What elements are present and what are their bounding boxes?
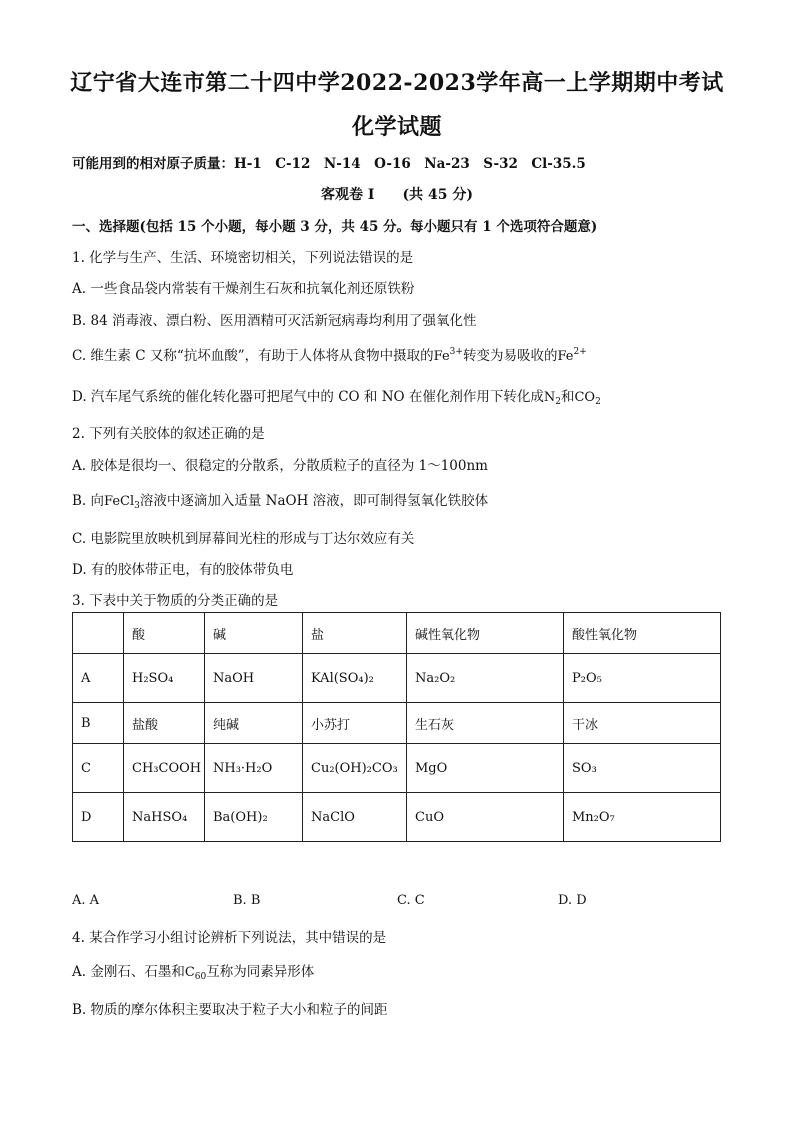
- fe2-formula: $Fe^{2+}$: [557, 347, 587, 364]
- n2-formula: $N_2$: [543, 390, 561, 407]
- table-cell: B: [73, 703, 124, 744]
- co2-formula: $CO_2$: [574, 390, 601, 407]
- table-header-row: [73, 613, 721, 654]
- table-cell: C: [73, 744, 124, 793]
- section-title: 客观卷 I (共 45 分): [321, 187, 473, 203]
- table-header-cell: [73, 613, 124, 654]
- q3-answer-b: B. B: [233, 893, 261, 908]
- q3-stem: 3. 下表中关于物质的分类正确的是: [72, 593, 279, 609]
- table-row: [73, 654, 721, 703]
- atomic-masses: 可能用到的相对原子质量：H-1 C-12 N-14 O-16 Na-23 S-32 Cl-35.5: [72, 156, 586, 172]
- table-cell: 纯碱: [205, 703, 303, 744]
- exam-title: 辽宁省大连市第二十四中学2022-2023学年高一上学期期中考试: [70, 70, 724, 96]
- q3-answer-c: C. C: [397, 893, 425, 908]
- q1-option-d-text: D. 汽车尾气系统的催化转化器可把尾气中的 CO 和 NO 在催化剂作用下转化成: [72, 389, 544, 405]
- table-cell: 盐酸: [124, 703, 205, 744]
- table-cell: Mn₂O₇: [564, 793, 721, 842]
- table-cell: NaHSO₄: [124, 793, 205, 842]
- part-instructions: 一、选择题(包括 15 个小题，每小题 3 分，共 45 分。每小题只有 1 个选项符合题意): [72, 219, 598, 235]
- table-cell: 小苏打: [303, 703, 407, 744]
- table-cell: SO₃: [564, 744, 721, 793]
- classification-table: [72, 612, 721, 842]
- table-cell: Ba(OH)₂: [205, 793, 303, 842]
- q2-option-d: D. 有的胶体带正电，有的胶体带负电: [72, 562, 294, 578]
- table-cell: A: [73, 654, 124, 703]
- table-cell: CuO: [407, 793, 564, 842]
- q1-option-c-text1: C. 维生素 C 又称“抗坏血酸”，有助于人体将从食物中摄取的: [72, 348, 434, 364]
- q2-option-a: A. 胶体是很均一、很稳定的分散系，分散质粒子的直径为 1～100nm: [72, 458, 488, 474]
- q2-option-b: B. 向FeCl$_3$溶液中逐滴加入适量 NaOH 溶液，即可制得氢氧化铁胶体: [72, 493, 489, 511]
- table-cell: 生石灰: [407, 703, 564, 744]
- q3-answer-d: D. D: [558, 893, 587, 908]
- q2-option-c: C. 电影院里放映机到屏幕间光柱的形成与丁达尔效应有关: [72, 531, 415, 547]
- q2-stem: 2. 下列有关胶体的叙述正确的是: [72, 426, 265, 442]
- table-cell: NH₃·H₂O: [205, 744, 303, 793]
- fe3-formula: $Fe^{3+}$: [433, 347, 463, 364]
- q4-option-a: A. 金刚石、石墨和$C_{60}$互称为同素异形体: [72, 964, 315, 982]
- q1-option-c: [72, 344, 587, 364]
- table-cell: D: [73, 793, 124, 842]
- c60-formula: $C_{60}$: [184, 965, 207, 982]
- q4-option-b: B. 物质的摩尔体积主要取决于粒子大小和粒子的间距: [72, 1002, 388, 1018]
- q4-stem: 4. 某合作学习小组讨论辨析下列说法，其中错误的是: [72, 930, 387, 946]
- table-header-cell: 酸性氧化物: [564, 613, 721, 654]
- table-cell: Na₂O₂: [407, 654, 564, 703]
- table-header-cell: 盐: [303, 613, 407, 654]
- table-cell: P₂O₅: [564, 654, 721, 703]
- q1-option-c-text2: 转变为易吸收的: [462, 348, 558, 364]
- table-cell: CH₃COOH: [124, 744, 205, 793]
- table-cell: Cu₂(OH)₂CO₃: [303, 744, 407, 793]
- q1-stem: 1. 化学与生产、生活、环境密切相关，下列说法错误的是: [72, 250, 414, 266]
- table-cell: 干冰: [564, 703, 721, 744]
- table-cell: NaClO: [303, 793, 407, 842]
- table-cell: H₂SO₄: [124, 654, 205, 703]
- q3-answer-a: A. A: [72, 893, 100, 908]
- exam-subtitle: 化学试题: [351, 114, 442, 140]
- q1-option-b: B. 84 消毒液、漂白粉、医用酒精可灭活新冠病毒均利用了强氧化性: [72, 313, 477, 329]
- table-cell: NaOH: [205, 654, 303, 703]
- table-cell: MgO: [407, 744, 564, 793]
- q1-option-a: A. 一些食品袋内常装有干燥剂生石灰和抗氧化剂还原铁粉: [72, 281, 415, 297]
- fecl3-formula: FeCl$_3$: [104, 494, 140, 511]
- q1-option-d: D. 汽车尾气系统的催化转化器可把尾气中的 CO 和 NO 在催化剂作用下转化成$N_2$和$CO_2$: [72, 389, 601, 407]
- table-header-cell: 酸: [124, 613, 205, 654]
- table-cell: KAl(SO₄)₂: [303, 654, 407, 703]
- table-header-cell: 碱性氧化物: [407, 613, 564, 654]
- table-header-cell: 碱: [205, 613, 303, 654]
- table-row: [73, 793, 721, 842]
- table-row: [73, 703, 721, 744]
- table-row: [73, 744, 721, 793]
